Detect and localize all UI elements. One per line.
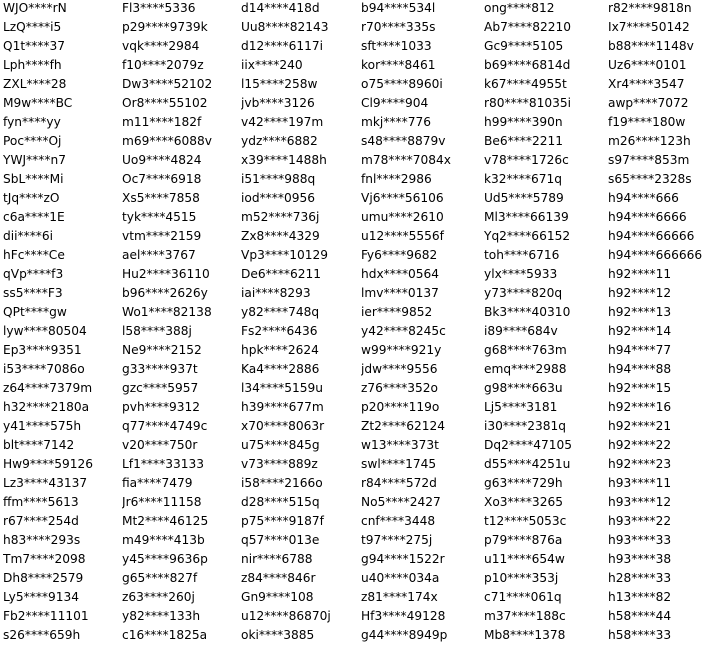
table-cell: t12****5053c — [484, 514, 567, 528]
table-cell: o75****8960i — [361, 77, 443, 91]
table-cell: h94****77 — [608, 343, 672, 357]
table-cell: mkj****776 — [361, 115, 431, 129]
table-cell: h94****666 — [608, 191, 679, 205]
table-cell: u11****654w — [484, 552, 565, 566]
table-cell: h32****2180a — [3, 400, 90, 414]
table-cell: nir****6788 — [241, 552, 313, 566]
table-cell: emq****2988 — [484, 362, 567, 376]
table-cell: i89****684v — [484, 324, 558, 338]
table-cell: h92****12 — [608, 286, 672, 300]
table-cell: awp****7072 — [608, 96, 689, 110]
table-cell: YWJ****n7 — [3, 153, 66, 167]
table-cell: cnf****3448 — [361, 514, 436, 528]
table-cell: ss5****F3 — [3, 286, 63, 300]
table-cell: g65****827f — [122, 571, 198, 585]
table-cell: l58****388j — [122, 324, 192, 338]
table-cell: pvh****9312 — [122, 400, 201, 414]
table-cell: h92****21 — [608, 419, 672, 433]
table-cell: Wo1****82138 — [122, 305, 212, 319]
table-cell: h92****11 — [608, 267, 672, 281]
table-cell: Cl9****904 — [361, 96, 429, 110]
table-cell: SbL****Mi — [3, 172, 64, 186]
table-cell: Uo9****4824 — [122, 153, 202, 167]
table-cell: v42****197m — [241, 115, 324, 129]
table-cell: g98****663u — [484, 381, 563, 395]
table-cell: y42****8245c — [361, 324, 446, 338]
table-cell: vtm****2159 — [122, 229, 202, 243]
table-cell: jdw****9556 — [361, 362, 438, 376]
table-cell: vqk****2984 — [122, 39, 200, 53]
table-cell: r70****335s — [361, 20, 436, 34]
table-cell: l34****5159u — [241, 381, 324, 395]
table-cell: m49****413b — [122, 533, 205, 547]
table-cell: g94****1522r — [361, 552, 445, 566]
table-cell: lyw****80504 — [3, 324, 87, 338]
table-cell: d28****515q — [241, 495, 320, 509]
table-cell: Mb8****1378 — [484, 628, 566, 642]
table-cell: Yq2****66152 — [484, 229, 571, 243]
table-cell: h92****14 — [608, 324, 672, 338]
table-cell: Ix7****50142 — [608, 20, 690, 34]
table-cell: s97****853m — [608, 153, 690, 167]
table-cell: m37****188c — [484, 609, 566, 623]
table-cell: z63****260j — [122, 590, 195, 604]
table-cell: Dw3****52102 — [122, 77, 213, 91]
table-cell: h93****12 — [608, 495, 672, 509]
table-cell: qVp****f3 — [3, 267, 64, 281]
table-cell: Lz3****43137 — [3, 476, 88, 490]
table-cell: m52****736j — [241, 210, 320, 224]
table-cell: LzQ****i5 — [3, 20, 62, 34]
table-cell: M9w****BC — [3, 96, 73, 110]
table-cell: Oc7****6918 — [122, 172, 202, 186]
table-cell: h93****22 — [608, 514, 672, 528]
table-cell: Or8****55102 — [122, 96, 208, 110]
table-cell: h93****11 — [608, 476, 672, 490]
table-cell: lmv****0137 — [361, 286, 439, 300]
table-cell: y45****9636p — [122, 552, 208, 566]
table-cell: fia****7479 — [122, 476, 193, 490]
table-cell: r82****9818n — [608, 1, 692, 15]
table-cell: f19****180w — [608, 115, 686, 129]
table-cell: z64****7379m — [3, 381, 93, 395]
table-cell: z76****352o — [361, 381, 438, 395]
table-cell: m69****6088v — [122, 134, 212, 148]
table-cell: Ly5****9134 — [3, 590, 80, 604]
table-cell: f10****2079z — [122, 58, 204, 72]
table-cell: q77****4749c — [122, 419, 208, 433]
table-cell: p79****876a — [484, 533, 563, 547]
table-cell: Fl3****5336 — [122, 1, 196, 15]
table-cell: Hf3****49128 — [361, 609, 446, 623]
table-cell: c16****1825a — [122, 628, 208, 642]
table-cell: Lj5****3181 — [484, 400, 558, 414]
table-cell: y41****575h — [3, 419, 82, 433]
table-cell: dii****6i — [3, 229, 54, 243]
table-cell: v20****750r — [122, 438, 198, 452]
table-cell: h94****666666 — [608, 248, 703, 262]
table-cell: Ep3****9351 — [3, 343, 82, 357]
table-cell: sft****1033 — [361, 39, 432, 53]
table-cell: h93****38 — [608, 552, 672, 566]
table-cell: Xo3****3265 — [484, 495, 563, 509]
table-cell: i58****2166o — [241, 476, 323, 490]
table-cell: w13****373t — [361, 438, 439, 452]
table-cell: Ab7****82210 — [484, 20, 571, 34]
table-cell: s26****659h — [3, 628, 81, 642]
table-cell: d14****418d — [241, 1, 320, 15]
table-cell: q57****013e — [241, 533, 320, 547]
table-cell: g33****937t — [122, 362, 198, 376]
table-cell: h93****33 — [608, 533, 672, 547]
table-cell: Ud5****5789 — [484, 191, 564, 205]
table-cell: tJq****zO — [3, 191, 60, 205]
table-cell: h92****23 — [608, 457, 672, 471]
table-cell: Q1t****37 — [3, 39, 66, 53]
table-cell: Gn9****108 — [241, 590, 314, 604]
table-cell: blt****7142 — [3, 438, 75, 452]
table-cell: b88****1148v — [608, 39, 694, 53]
table-cell: h13****82 — [608, 590, 672, 604]
table-cell: w99****921y — [361, 343, 442, 357]
table-cell: Vj6****56106 — [361, 191, 444, 205]
table-cell: Lf1****33133 — [122, 457, 204, 471]
table-cell: gzc****5957 — [122, 381, 199, 395]
table-cell: h28****33 — [608, 571, 672, 585]
table-cell: iix****240 — [241, 58, 303, 72]
table-cell: y82****133h — [122, 609, 201, 623]
table-cell: jvb****3126 — [241, 96, 315, 110]
table-cell: c6a****1E — [3, 210, 65, 224]
table-cell: z81****174x — [361, 590, 438, 604]
table-cell: s48****8879v — [361, 134, 446, 148]
table-cell: Xr4****3547 — [608, 77, 685, 91]
table-cell: Zx8****4329 — [241, 229, 320, 243]
table-cell: Fs2****6436 — [241, 324, 318, 338]
table-cell: c71****061q — [484, 590, 562, 604]
table-cell: k32****671q — [484, 172, 562, 186]
table-cell: g68****763m — [484, 343, 567, 357]
table-cell: h39****677m — [241, 400, 324, 414]
table-cell: r67****254d — [3, 514, 79, 528]
table-cell: ffm****5613 — [3, 495, 79, 509]
table-cell: k67****4955t — [484, 77, 567, 91]
table-cell: Ml3****66139 — [484, 210, 569, 224]
table-cell: r80****81035i — [484, 96, 572, 110]
table-cell: d55****4251u — [484, 457, 571, 471]
table-cell: ydz****6882 — [241, 134, 318, 148]
table-cell: No5****2427 — [361, 495, 441, 509]
table-cell: h92****22 — [608, 438, 672, 452]
table-cell: Hu2****36110 — [122, 267, 210, 281]
table-cell: u40****034a — [361, 571, 440, 585]
table-cell: s65****2328s — [608, 172, 692, 186]
table-cell: Hw9****59126 — [3, 457, 94, 471]
table-cell: i30****2381q — [484, 419, 567, 433]
table-cell: b94****534l — [361, 1, 436, 15]
table-cell: l15****258w — [241, 77, 318, 91]
table-cell: fyn****yy — [3, 115, 61, 129]
table-cell: i53****7086o — [3, 362, 85, 376]
table-cell: h94****88 — [608, 362, 672, 376]
table-cell: i51****988q — [241, 172, 316, 186]
table-cell: Vp3****10129 — [241, 248, 328, 262]
table-cell: Mt2****46125 — [122, 514, 209, 528]
table-cell: Uu8****82143 — [241, 20, 329, 34]
table-cell: p75****9187f — [241, 514, 324, 528]
masked-code-table — [3, 0, 720, 645]
table-cell: ong****812 — [484, 1, 555, 15]
table-cell: x39****1488h — [241, 153, 327, 167]
table-cell: Ne9****2152 — [122, 343, 202, 357]
table-cell: u75****845g — [241, 438, 320, 452]
table-cell: t97****275j — [361, 533, 433, 547]
table-cell: kor****8461 — [361, 58, 436, 72]
table-cell: r84****572d — [361, 476, 437, 490]
table-cell: h92****13 — [608, 305, 672, 319]
table-cell: hdx****0564 — [361, 267, 440, 281]
table-cell: b96****2626y — [122, 286, 208, 300]
table-cell: p20****119o — [361, 400, 440, 414]
table-cell: y73****820q — [484, 286, 563, 300]
table-cell: x70****8063r — [241, 419, 325, 433]
table-cell: swl****1745 — [361, 457, 437, 471]
table-cell: m78****7084x — [361, 153, 451, 167]
table-cell: Dq2****47105 — [484, 438, 573, 452]
table-cell: Fy6****9682 — [361, 248, 438, 262]
table-cell: h94****66666 — [608, 229, 695, 243]
table-cell: hpk****2624 — [241, 343, 319, 357]
table-cell: h58****33 — [608, 628, 672, 642]
table-cell: u12****86870j — [241, 609, 331, 623]
table-cell: Ka4****2886 — [241, 362, 320, 376]
table-cell: iod****0956 — [241, 191, 315, 205]
table-cell: QPt****gw — [3, 305, 67, 319]
table-cell: Bk3****40310 — [484, 305, 571, 319]
table-cell: Zt2****62124 — [361, 419, 446, 433]
table-cell: Uz6****0101 — [608, 58, 687, 72]
table-cell: m26****123h — [608, 134, 691, 148]
table-cell: oki****3885 — [241, 628, 315, 642]
table-cell: p10****353j — [484, 571, 559, 585]
table-cell: h99****390n — [484, 115, 563, 129]
table-cell: ier****9852 — [361, 305, 433, 319]
table-cell: Fb2****11101 — [3, 609, 89, 623]
table-cell: De6****6211 — [241, 267, 322, 281]
table-cell: y82****748q — [241, 305, 320, 319]
table-cell: ylx****5933 — [484, 267, 558, 281]
table-cell: umu****2610 — [361, 210, 444, 224]
table-cell: WJO****rN — [3, 1, 67, 15]
table-cell: Jr6****11158 — [122, 495, 202, 509]
table-cell: Lph****fh — [3, 58, 62, 72]
table-cell: hFc****Ce — [3, 248, 65, 262]
table-cell: h94****6666 — [608, 210, 687, 224]
table-cell: toh****6716 — [484, 248, 560, 262]
table-cell: fnl****2986 — [361, 172, 432, 186]
table-cell: v78****1726c — [484, 153, 569, 167]
table-cell: Poc****Oj — [3, 134, 62, 148]
table-cell: z84****846r — [241, 571, 316, 585]
table-cell: Xs5****7858 — [122, 191, 200, 205]
table-cell: u12****5556f — [361, 229, 444, 243]
table-cell: h58****44 — [608, 609, 672, 623]
table-cell: p29****9739k — [122, 20, 208, 34]
table-cell: g44****8949p — [361, 628, 448, 642]
table-cell: h83****293s — [3, 533, 81, 547]
table-cell: ael****3767 — [122, 248, 196, 262]
table-cell: Gc9****5105 — [484, 39, 564, 53]
table-cell: v73****889z — [241, 457, 318, 471]
table-cell: h92****16 — [608, 400, 672, 414]
table-cell: iai****8293 — [241, 286, 311, 300]
table-cell: m11****182f — [122, 115, 202, 129]
table-cell: Dh8****2579 — [3, 571, 84, 585]
table-cell: Tm7****2098 — [3, 552, 86, 566]
table-cell: Be6****2211 — [484, 134, 564, 148]
table-cell: ZXL****28 — [3, 77, 67, 91]
table-cell: tyk****4515 — [122, 210, 197, 224]
table-cell: g63****729h — [484, 476, 563, 490]
table-cell: h92****15 — [608, 381, 672, 395]
table-cell: b69****6814d — [484, 58, 571, 72]
table-cell: d12****6117i — [241, 39, 324, 53]
